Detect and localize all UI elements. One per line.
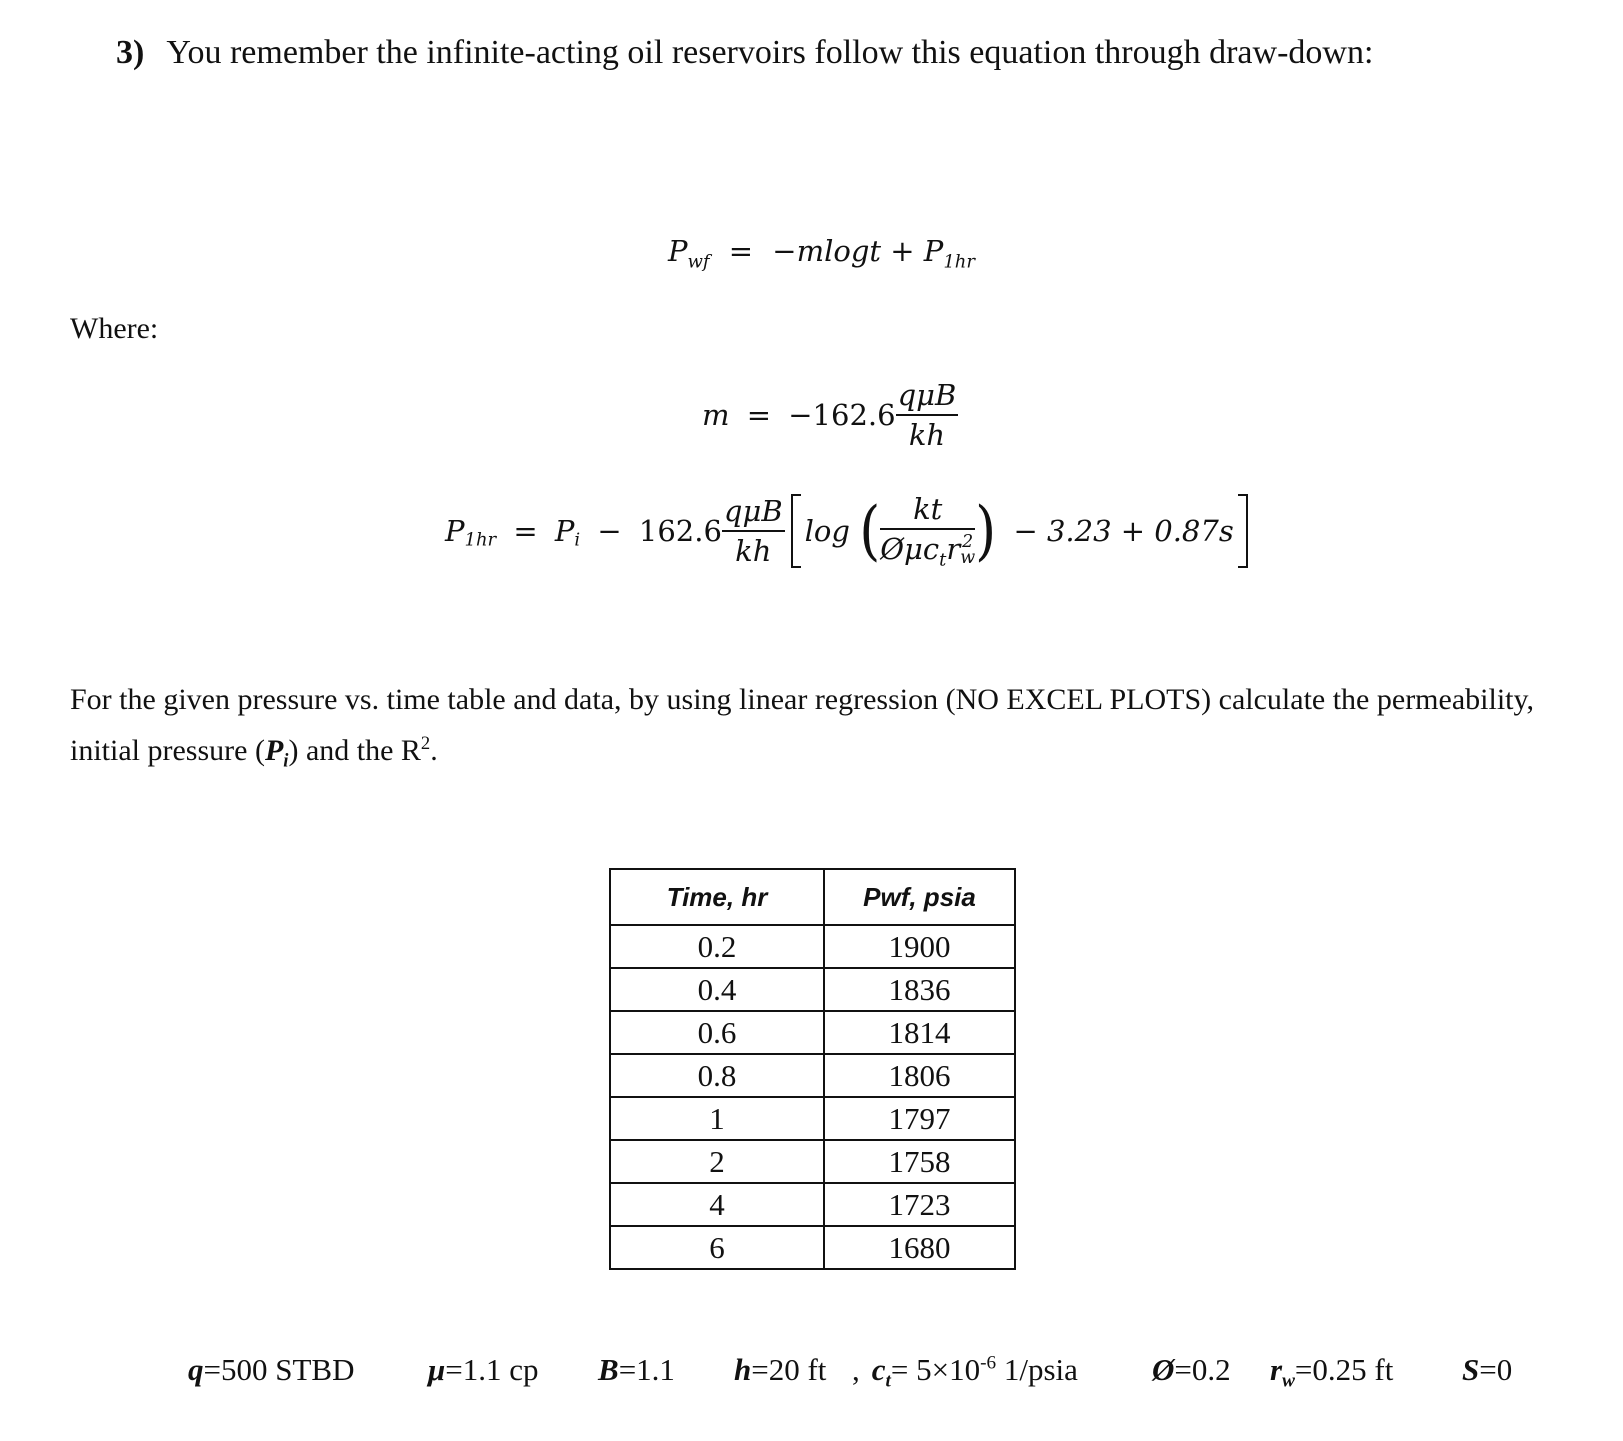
rw-symbol: r: [946, 532, 961, 566]
instructions-text-3: .: [430, 734, 438, 768]
fraction-numerator: qμB: [722, 494, 785, 532]
r2-superscript: 2: [420, 733, 431, 754]
table-row: [610, 1140, 1015, 1183]
param-mu-var: μ: [428, 1352, 446, 1387]
fraction-denominator: kh: [735, 534, 772, 569]
p1hr-subscript: 1hr: [464, 529, 497, 551]
pwf-symbol: P: [668, 234, 688, 268]
time-cell: 4: [610, 1183, 824, 1226]
header-time: Time, hr: [610, 869, 824, 925]
time-cell: 0.4: [610, 968, 824, 1011]
right-bracket: [1238, 494, 1248, 568]
table-row: [610, 1183, 1015, 1226]
param-rw: [1270, 1352, 1393, 1393]
p1hr-fraction: [722, 494, 785, 568]
pressure-time-table: [609, 868, 1016, 1270]
time-cell: 0.2: [610, 925, 824, 968]
param-h: [734, 1352, 826, 1388]
fraction-denominator: kh: [908, 418, 946, 452]
rw-superscript: 2: [962, 532, 974, 553]
pwf-subscript: wf: [687, 251, 710, 273]
m-coefficient: −162.6: [788, 398, 896, 432]
param-mu: [428, 1352, 539, 1388]
log-argument-fraction: [880, 492, 975, 570]
param-ct-subscript: t: [885, 1370, 891, 1392]
time-cell: 0.8: [610, 1054, 824, 1097]
instructions-text-2: ) and the R: [288, 734, 421, 768]
minus-sign: −: [597, 514, 622, 549]
p1hr-coefficient: 162.6: [638, 514, 722, 549]
pi-subscript: i: [574, 529, 581, 551]
param-phi-var: Ø: [1152, 1352, 1175, 1387]
param-ct: [852, 1352, 1078, 1393]
m-fraction: [896, 378, 959, 452]
param-rw-var: r: [1270, 1352, 1283, 1387]
question-heading: [116, 34, 1373, 72]
param-q: [188, 1352, 354, 1388]
pi-var-subscript: i: [283, 750, 289, 772]
param-s: [1462, 1352, 1512, 1388]
param-s-value: =0: [1479, 1352, 1513, 1387]
question-text: You remember the infinite-acting oil reservoirs follow this equation through draw-down:: [166, 34, 1374, 71]
log-denominator: [880, 530, 975, 570]
log-denominator-main: Øμc: [880, 532, 940, 566]
left-paren: (: [859, 492, 881, 569]
log-numerator: kt: [880, 492, 975, 530]
param-phi: [1152, 1352, 1231, 1388]
table-header-row: [610, 869, 1015, 925]
pwf-cell: 1806: [824, 1054, 1015, 1097]
instructions-paragraph: [70, 678, 1570, 784]
param-ct-exponent: -6: [980, 1352, 997, 1374]
left-bracket: [791, 494, 801, 568]
param-separator: ,: [852, 1352, 860, 1387]
pwf-rhs: −mlogt +: [772, 234, 915, 268]
param-mu-value: =1.1 cp: [445, 1352, 539, 1387]
where-label: Where:: [70, 312, 159, 345]
table-row: [610, 1097, 1015, 1140]
param-b-var: B: [598, 1352, 619, 1387]
pwf-cell: 1758: [824, 1140, 1015, 1183]
equation-pwf: [668, 234, 975, 272]
pwf-cell: 1814: [824, 1011, 1015, 1054]
param-h-value: =20 ft: [751, 1352, 827, 1387]
param-ct-var: c: [871, 1352, 886, 1387]
param-s-var: S: [1462, 1352, 1480, 1387]
fraction-numerator: qμB: [896, 378, 959, 416]
table-row: [610, 1011, 1015, 1054]
p1hr-subscript: 1hr: [943, 251, 975, 273]
param-ct-value: = 5×10: [890, 1352, 981, 1387]
param-q-var: q: [188, 1352, 204, 1387]
pwf-cell: 1680: [824, 1226, 1015, 1269]
p1hr-symbol: P: [923, 234, 944, 268]
pi-symbol: P: [554, 514, 575, 549]
pwf-cell: 1900: [824, 925, 1015, 968]
equals-sign: =: [728, 234, 754, 268]
param-b: [598, 1352, 675, 1388]
param-h-var: h: [734, 1352, 752, 1387]
time-cell: 6: [610, 1226, 824, 1269]
table-row: [610, 925, 1015, 968]
equals-sign: =: [513, 514, 538, 549]
time-cell: 1: [610, 1097, 824, 1140]
table-row: [610, 968, 1015, 1011]
rw-subscript: w: [960, 548, 976, 568]
param-q-value: =500 STBD: [203, 1352, 355, 1387]
header-pwf: Pwf, psia: [824, 869, 1015, 925]
m-symbol: m: [702, 398, 730, 432]
table-row: [610, 1054, 1015, 1097]
equals-sign: =: [746, 398, 772, 432]
param-phi-value: =0.2: [1174, 1352, 1231, 1387]
pwf-cell: 1723: [824, 1183, 1015, 1226]
ct-subscript: t: [939, 549, 947, 571]
table-row: [610, 1226, 1015, 1269]
param-rw-subscript: w: [1282, 1370, 1295, 1392]
time-cell: 2: [610, 1140, 824, 1183]
time-cell: 0.6: [610, 1011, 824, 1054]
equation-p1hr: [445, 492, 1248, 570]
instructions-text-1: For the given pressure vs. time table and data, by using linear regression (NO EXCEL PLOTS) calculate the permeability, initial pressure (: [70, 683, 1535, 768]
right-paren: ): [975, 492, 997, 569]
pi-var: P: [264, 734, 284, 768]
p1hr-tail: − 3.23 + 0.87s: [1013, 514, 1234, 549]
question-number: 3): [116, 34, 145, 71]
pwf-cell: 1797: [824, 1097, 1015, 1140]
log-function: log: [804, 514, 850, 549]
param-ct-unit: 1/psia: [996, 1352, 1078, 1387]
p1hr-symbol: P: [445, 514, 465, 549]
param-rw-value: =0.25 ft: [1294, 1352, 1394, 1387]
param-b-value: =1.1: [618, 1352, 675, 1387]
pwf-cell: 1836: [824, 968, 1015, 1011]
equation-m: [702, 378, 958, 452]
